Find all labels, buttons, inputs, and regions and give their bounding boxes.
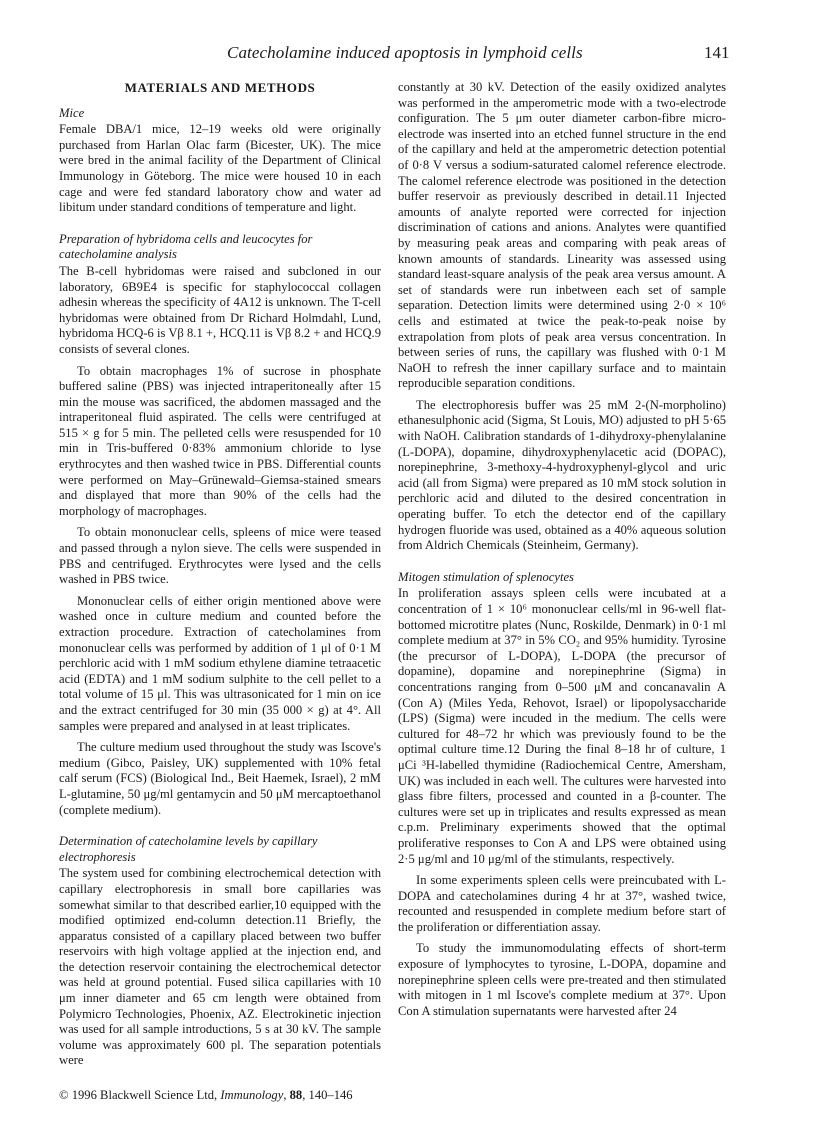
paragraph-immunomodulating: To study the immunomodulating effects of short-term exposure of lymphocytes to tyrosine, L-DOPA, dopamine and norepinephrine spleen cells were pre-treated and then stimulated with mitogen in 1 ml Iscove's complete medium at 37°. Upon Con A stimulation supernatants were harvested after 24 <box>398 941 726 1018</box>
journal-name: Immunology <box>220 1088 284 1102</box>
paragraph-macrophages: To obtain macrophages 1% of sucrose in phosphate buffered saline (PBS) was injected intraperitoneally after 15 min the mouse was sacrificed, the abdomen massaged and the intraperitoneal fluid aspirated. The cells were centrifuged at 515 × g for 5 min. The pelleted cells were resuspended for 10 min in Tris-buffered 0·83% ammonium chloride to lyse erythrocytes and then washed twice in PBS. Differential counts were performed on May–Grünewald–Giemsa-stained smears and displayed that more than 90% of the cells had the morphology of macrophages. <box>59 363 381 518</box>
left-column <box>59 80 381 1069</box>
paragraph-hybridomas: The B-cell hybridomas were raised and subcloned in our laboratory, 6B9E4 is specific for staphylococcal collagen adhesin whereas the specificity of 4A12 is unknown. The T-cell hybridomas were obtained from Dr Richard Holmdahl, Lund, hybridoma HCQ-6 is Vβ 8.1 +, HCQ.11 is Vβ 8.2 + and HCQ.9 consists of several clones. <box>59 263 381 356</box>
paragraph-mice: Female DBA/1 mice, 12–19 weeks old were originally purchased from Harlan Olac farm (Bicester, UK). The mice were bred in the animal facility of the Department of Clinical Immunology in Göteborg. The mice were housed 10 in each cage and were fed standard laboratory chow and water ad libitum under standard conditions of temperature and light. <box>59 122 381 215</box>
subheading-preparation: Preparation of hybridoma cells and leucocytes for catecholamine analysis <box>59 231 313 262</box>
paragraph-culture-medium: The culture medium used throughout the study was Iscove's medium (Gibco, Paisley, UK) supplemented with 10% fetal calf serum (FCS) (Biological Ind., Beit Haemek, Israel), 2 mM L-glutamine, 50 μg/ml gentamycin and 50 μM mercaptoethanol (complete medium). <box>59 740 381 817</box>
subheading-determination: Determination of catecholamine levels by capillary electrophoresis <box>59 834 318 864</box>
paragraph-electrophoresis-system: The system used for combining electrochemical detection with capillary electrophoresis in small bore capillaries was somewhat similar to that described earlier,10 equipped with the modified optimized end-column detection.11 Briefly, the apparatus consisted of a capillary placed between two buffer reservoirs with high voltage applied at the injection end, and the detection reservoir containing the electrochemical detector was held at ground potential. Fused silica capillaries with 10 μm inner diameter and 65 cm length were obtained from Polymicro Technologies, Phoenix, AZ. Electrokinetic injection was used for all sample introductions, 5 s at 30 kV. The sample volume was approximately 600 pl. The separation potentials were <box>59 866 381 1068</box>
subheading-mice: Mice <box>59 105 85 120</box>
paragraph-extraction: Mononuclear cells of either origin mentioned above were washed once in culture medium and counted before the extraction procedure. Extraction of catecholamines from mononuclear cells was performed by addition of 1 μl of 0·1 M perchloric acid with 1 mM sodium ethylene diamine tetraacetic acid (EDTA) and 1 mM sodium sulphite to the cell pellet to a total volume of 15 μl. This was ultrasonicated for 1 min on ice and the extract centrifuged for 30 min (35 000 × g) at 4°. All samples were prepared and analysed in at least triplicates. <box>59 593 381 733</box>
section-title: MATERIALS AND METHODS <box>124 80 316 95</box>
journal-pages: , 140–146 <box>302 1088 353 1102</box>
paragraph-preincubation: In some experiments spleen cells were preincubated with L-DOPA and catecholamines during 4 hr at 37°, washed twice, recounted and resuspended in complete medium before start of the proliferation or differentiation assay. <box>398 873 726 934</box>
running-title: Catecholamine induced apoptosis in lymphoid cells <box>227 43 583 62</box>
right-column <box>398 80 726 1019</box>
copyright-text: © 1996 Blackwell Science Ltd, <box>59 1088 221 1102</box>
paragraph-buffer: The electrophoresis buffer was 25 mM 2-(N-morpholino) ethanesulphonic acid (Sigma, St Louis, MO) adjusted to pH 5·65 with NaOH. Calibration standards of 1-dihydroxy-phenylalanine (L-DOPA), dopamine, dihydroxyphenylacetic acid (DOPAC), norepinephrine, 3-methoxy-4-hydroxyphenyl-glycol and uric acid (all from Sigma) were prepared as 10 mM stock solution in perchloric acid and diluted to the desired concentration in operating buffer. To etch the detector end of the capillary hydrogen fluoride was used, obtained as a 40% aqueous solution from Aldrich Chemicals (Steinheim, Germany). <box>398 397 726 553</box>
paragraph-mononuclear: To obtain mononuclear cells, spleens of mice were teased and passed through a nylon sieve. The cells were suspended in PBS and centrifuged. Erythrocytes were lysed and the cells washed in PBS twice. <box>59 525 381 587</box>
subheading-mitogen: Mitogen stimulation of splenocytes <box>398 569 574 584</box>
page-number: 141 <box>704 43 730 62</box>
copyright-footer: © 1996 Blackwell Science Ltd, Immunology, 88, 140–146 <box>59 1088 353 1102</box>
journal-volume: 88 <box>289 1088 303 1102</box>
paragraph-detection-cont: constantly at 30 kV. Detection of the easily oxidized analytes was performed in the amperometric mode with a two-electrode configuration. The 5 μm outer diameter carbon-fibre micro-electrode was inserted into an etched funnel structure in the end of the capillary and held at the amperometric detection potential of 0·8 V versus a sodium-saturated calomel reference electrode. The calomel reference electrode was positioned in the detection buffer reservoir as previously described in detail.11 Injected amounts of analyte reported were corrected for injection discrimination of cations and anions. Analytes were quantified by measuring peak areas and comparing with peak areas of known amounts of standards. Linearity was assessed using standard least-square analysis of the peak area versus amount. A set of standards were run inbetween each set of sample separation. Detection limits were determined using 2·0 × 10⁶ cells and estimated at twice the peak-to-peak noise by extrapolation from plots of peak area versus concentration. In between series of runs, the capillary was flushed with 0·1 M NaOH to refresh the inner capillary surface and to maintain reproducible separation conditions. <box>398 80 726 391</box>
paragraph-proliferation: In proliferation assays spleen cells were incubated at a concentration of 1 × 10⁶ mononuclear cells/ml in 96-well flat-bottomed microtitre plates (Nunc, Roskilde, Denmark) in 0·1 ml complete medium at 37° in 5% CO₂ and 95% humidity. Tyrosine (the precursor of L-DOPA), L-DOPA (the precursor of dopamine), dopamine and norepinephrine (Sigma) in concentrations ranging from 0–500 μM and concanavalin A (Con A) (Miles Yeda, Rehovot, Israel) or lipopolysaccharide (LPS) (Sigma) were incuded in the medium. The cells were cultured for 48–72 hr which was previously found to be the optimal culture time.12 During the final 8–18 hr of culture, 1 μCi ³H-labelled thymidine (Radiochemical Centre, Amersham, UK) was included in each well. The cultures were harvested into glass fibre filters, processed and counted in a β-counter. The cultures were set up in triplicates and results expressed as mean c.p.m. Preliminary experiments showed that the optimal proliferative responses to Con A and LPS were obtained using 2·5 μg/ml and 10 μg/ml of the stimulants, respectively. <box>398 586 726 866</box>
